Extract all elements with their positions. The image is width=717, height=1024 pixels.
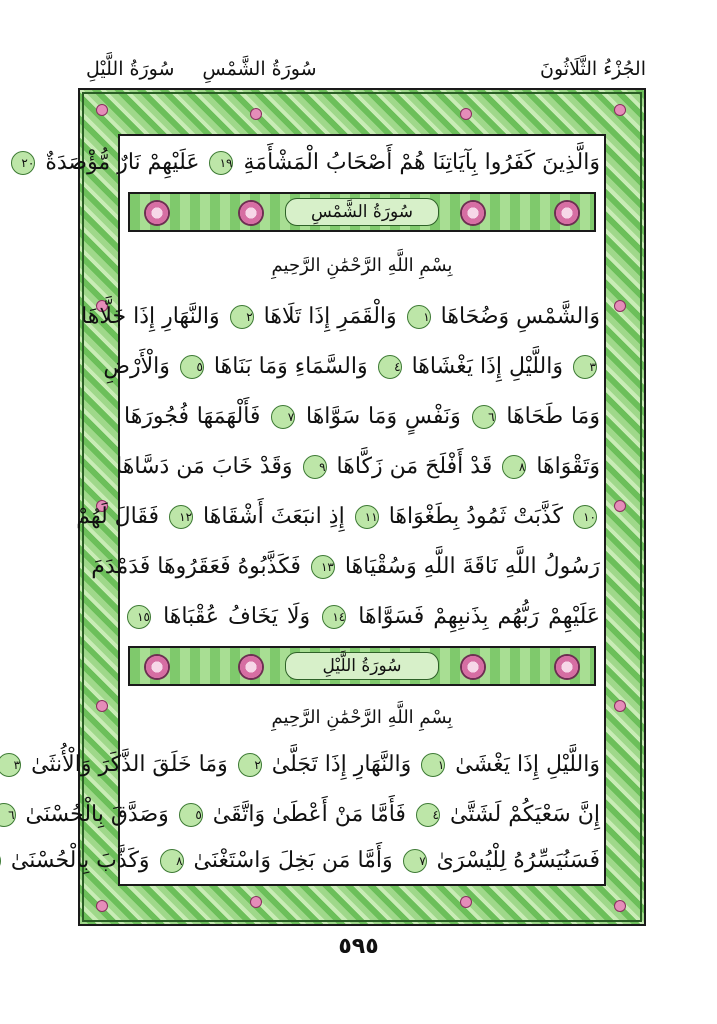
verse-text: وَنَفْسٍ وَمَا سَوَّاهَا <box>305 404 461 429</box>
rosette-icon <box>554 654 580 680</box>
surah-header-banner <box>128 646 596 686</box>
basmala: بِسْمِ اللَّهِ الرَّحْمَٰنِ الرَّحِيمِ <box>271 707 453 728</box>
verse-text: كَذَّبَتْ ثَمُودُ بِطَغْوَاهَا <box>388 504 563 529</box>
verse-number-marker: ١٠ <box>573 505 597 529</box>
page-header <box>86 52 646 86</box>
verse-number-marker: ٧ <box>271 405 295 429</box>
verse-line <box>124 392 600 442</box>
verse-text: وَالَّذِينَ كَفَرُوا بِآيَاتِنَا هُمْ أَصْحَابُ الْمَشْأَمَةِ <box>243 150 600 175</box>
frame-flower-icon <box>250 896 262 908</box>
verse-text: فَسَنُيَسِّرُهُ لِلْيُسْرَىٰ <box>436 848 600 873</box>
frame-flower-icon <box>614 300 626 312</box>
verse-number-marker: ٦ <box>472 405 496 429</box>
verse-text: وَالسَّمَاءِ وَمَا بَنَاهَا <box>213 354 368 379</box>
verse-line <box>76 492 600 542</box>
rosette-icon <box>460 654 486 680</box>
page-number: ٥٩٥ <box>338 934 379 959</box>
verse-text: وَاللَّيْلِ إِذَا يَغْشَاهَا <box>411 354 563 379</box>
frame-flower-icon <box>96 900 108 912</box>
verse-text: وَالنَّهَارِ إِذَا تَجَلَّىٰ <box>271 752 412 777</box>
verse-line <box>21 138 600 188</box>
verse-number-marker: ١٣ <box>311 555 335 579</box>
verse-number-marker: ١٤ <box>322 605 346 629</box>
verse-number-marker: ٧ <box>403 849 427 873</box>
verse-text: وَالنَّهَارِ إِذَا جَلَّاهَا <box>81 304 220 329</box>
verse-text: وَأَمَّا مَن بَخِلَ وَاسْتَغْنَىٰ <box>193 848 393 873</box>
frame-flower-icon <box>614 700 626 712</box>
rosette-icon <box>238 200 264 226</box>
verse-number-marker: ١١ <box>355 505 379 529</box>
verse-line <box>81 292 600 342</box>
verse-number-marker <box>0 849 1 873</box>
verse-text: وَالْأَرْضِ <box>103 354 170 379</box>
verse-number-marker: ٨ <box>160 849 184 873</box>
verse-text: فَأَمَّا مَنْ أَعْطَىٰ وَاتَّقَىٰ <box>212 802 406 827</box>
frame-flower-icon <box>614 900 626 912</box>
verse-number-marker: ٥ <box>180 355 204 379</box>
verse-text: وَالْقَمَرِ إِذَا تَلَاهَا <box>263 304 397 329</box>
verse-number-marker: ١٢ <box>169 505 193 529</box>
verse-number-marker: ٢ <box>238 753 262 777</box>
surah-name-1: سُورَةُ الشَّمْسِ <box>202 58 317 80</box>
frame-flower-icon <box>250 108 262 120</box>
surah-header-banner <box>128 192 596 232</box>
verse-number-marker: ٦ <box>0 803 16 827</box>
verse-number-marker: ٣ <box>0 753 21 777</box>
verse-number-marker: ٤ <box>416 803 440 827</box>
surah-title: سُورَةُ اللَّيْلِ <box>285 652 439 680</box>
verse-number-marker: ١ <box>407 305 431 329</box>
juz-label: الجُزْءُ الثَّلَاثُونَ <box>540 58 646 80</box>
verse-line <box>103 342 600 392</box>
surah-title: سُورَةُ الشَّمْسِ <box>285 198 439 226</box>
rosette-icon <box>460 200 486 226</box>
verse-text: وَلَا يَخَافُ عُقْبَاهَا <box>163 604 311 629</box>
verse-text: وَالشَّمْسِ وَضُحَاهَا <box>440 304 600 329</box>
verse-text: قَدْ أَفْلَحَ مَن زَكَّاهَا <box>336 454 493 479</box>
verse-number-marker: ١٩ <box>209 151 233 175</box>
verse-text: وَكَذَّبَ بِالْحُسْنَىٰ <box>10 848 150 873</box>
verse-number-marker: ١٥ <box>127 605 151 629</box>
frame-flower-icon <box>96 700 108 712</box>
verse-number-marker: ٩ <box>303 455 327 479</box>
verse-text: عَلَيْهِمْ رَبُّهُم بِذَنبِهِمْ فَسَوَّاهَا <box>358 604 600 629</box>
verse-text: رَسُولُ اللَّهِ نَاقَةَ اللَّهِ وَسُقْيَاهَا <box>344 554 600 579</box>
verse-number-marker: ١ <box>421 753 445 777</box>
verse-text: فَأَلْهَمَهَا فُجُورَهَا <box>124 404 261 429</box>
verse-text: إِذِ انبَعَثَ أَشْقَاهَا <box>203 504 345 529</box>
surah-names <box>86 58 317 80</box>
verse-number-marker: ٨ <box>502 455 526 479</box>
verse-line <box>13 740 600 790</box>
verse-text: عَلَيْهِمْ نَارٌ مُّؤْصَدَةٌ <box>45 150 200 175</box>
verse-number-marker: ٤ <box>378 355 402 379</box>
verse-text: وَتَقْوَاهَا <box>536 454 600 479</box>
frame-flower-icon <box>614 104 626 116</box>
rosette-icon <box>554 200 580 226</box>
surah-name-2: سُورَةُ اللَّيْلِ <box>86 58 175 80</box>
verse-text: وَمَا خَلَقَ الذَّكَرَ وَالْأُنثَىٰ <box>31 752 228 777</box>
rosette-icon <box>238 654 264 680</box>
frame-flower-icon <box>460 108 472 120</box>
verse-line <box>116 442 600 492</box>
frame-flower-icon <box>96 104 108 116</box>
verse-text: وَصَدَّقَ بِالْحُسْنَىٰ <box>25 802 169 827</box>
verse-text: وَقَدْ خَابَ مَن دَسَّاهَا <box>116 454 293 479</box>
verse-text: إِنَّ سَعْيَكُمْ لَشَتَّىٰ <box>449 802 600 827</box>
verse-text: فَكَذَّبُوهُ فَعَقَرُوهَا فَدَمْدَمَ <box>91 554 301 579</box>
rosette-icon <box>144 200 170 226</box>
verse-text: وَمَا طَحَاهَا <box>506 404 600 429</box>
rosette-icon <box>144 654 170 680</box>
frame-flower-icon <box>460 896 472 908</box>
verse-line <box>8 790 600 840</box>
verse-text: فَقَالَ لَهُمْ <box>76 504 160 529</box>
verse-text: وَاللَّيْلِ إِذَا يَغْشَىٰ <box>455 752 600 777</box>
verse-line <box>124 592 600 642</box>
verse-number-marker: ٢ <box>230 305 254 329</box>
verse-number-marker: ٢٠ <box>11 151 35 175</box>
basmala: بِسْمِ اللَّهِ الرَّحْمَٰنِ الرَّحِيمِ <box>271 255 453 276</box>
verse-line <box>10 836 600 886</box>
frame-flower-icon <box>614 500 626 512</box>
verse-number-marker: ٣ <box>573 355 597 379</box>
verse-line <box>91 542 600 592</box>
verse-number-marker: ٥ <box>179 803 203 827</box>
